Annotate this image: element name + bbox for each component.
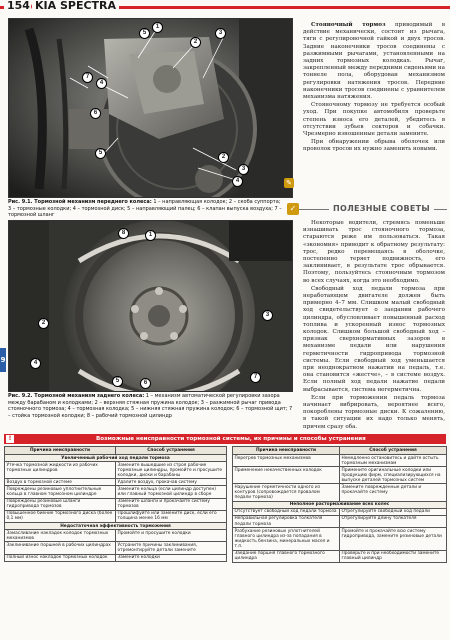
- paragraph: При обнаружении обрыва оболочек или проволок тросов их нужно заменить новыми.: [303, 139, 445, 153]
- faults-table-left: [4, 446, 227, 562]
- column-header: Причина неисправности: [233, 447, 340, 455]
- cause-cell: Заклинивание поршней в рабочих цилиндрах: [5, 542, 116, 554]
- table-section-row: [233, 501, 447, 508]
- remedy-cell: Замените кольца (если цилиндр доступен) или главный тормозной цилиндр в сборе: [116, 486, 227, 498]
- page-header: [0, 0, 450, 16]
- callout-marker: 3: [262, 310, 273, 321]
- table-row: [5, 479, 227, 486]
- callout-marker: 4: [96, 78, 107, 89]
- callout-marker: 6: [90, 108, 101, 119]
- warning-icon: !: [6, 435, 14, 443]
- paragraph: Стояночный тормоз приводимый в действие механически, состоит из рычага, тяги с регулировочной гайкой и двух тросов. Задние наконечники тросов соединены с разжимными рычагами, установленными на задних тормозных колодках. Рычаг, закрепленный между передними сиденьями на тоннеле пола, оборудован механизмом регулировки натяжения тросов. Передние наконечники тросов соединены с уравнителем механизма натяжения.: [303, 22, 445, 101]
- car-model-title: KIA SPECTRA: [32, 0, 119, 12]
- tips-title: ПОЛЕЗНЫЕ СОВЕТЫ: [329, 204, 434, 213]
- remedy-cell: Промойте и прокачайте всю систему гидропривода, замените резиновые детали: [340, 528, 447, 550]
- paragraph: Стояночному тормозу не требуется особый уход. При покупке автомобиля проверьте степень износа его деталей, убедитесь в отсутствии зубьев секторов и собачки. Чрезмерно изношенные детали замените.: [303, 102, 445, 138]
- rear-brake-photo: [8, 220, 293, 392]
- paragraph: Свободный ход педали тормоза при неработающем двигателе должен быть примерно 4–7 мм. Слишком малый свободный ход свидетельствует о заедании рабочего цилиндра, обусловливает повышенный расход топлива и ускоренный износ тормозных колодок. Слишком большой свободный ход – признак сверхнормативных зазоров в механизме педали или нарушения герметичности гидропривода тормозной системы. Если свободный ход уменьшается при неоднократном нажатии на педаль, т.е. она становится «жестче», – в системе воздух. Если полный ход педали нажатие педали выбрасывается, система негерметична.: [303, 285, 445, 393]
- remedy-cell: Примените оригинальные колодки или продукцию фирм, специализирующихся на выпуске деталей тормозных систем: [340, 467, 447, 484]
- cause-cell: Нарушение герметичности одного из контуров (сопровождается провалом педали тормоза): [233, 484, 340, 501]
- remedy-cell: Замените вышедшие из строя рабочие тормозные цилиндры, промойте и просушите колодки, диски и барабаны: [116, 462, 227, 479]
- callout-marker: 5: [112, 376, 123, 387]
- cause-cell: Полный износ накладок тормозных колодок: [5, 554, 116, 561]
- section-tab: 9: [0, 348, 6, 372]
- fig1-caption: Рис. 9.1. Тормозной механизм переднего колеса: 1 – направляющая колодок; 2 – скоба суппорта; 3 – тормозные колодки; 4 – тормозной диск; 5 – направляющий палец; 6 – клапан выпуска воздуха; 7 – тормозной шланг: [8, 199, 282, 219]
- column-header: Способ устранения: [340, 447, 447, 455]
- remedy-cell: Замените поврежденные детали и прокачайте систему: [340, 484, 447, 501]
- paragraph: Если при торможении педаль тормоза начинает вибрировать, вероятнее всего, покороблены тормозные диски. К сожалению, в такой ситуации их надо только менять, причем сразу оба.: [303, 394, 445, 430]
- cause-cell: Повышенное биение тормозного диска (более 0,1 мм): [5, 510, 116, 522]
- tips-heading: [287, 203, 447, 216]
- callout-marker: 5: [139, 28, 150, 39]
- table-row: [233, 508, 447, 515]
- section-title: Неполное растормаживание всех колес: [233, 501, 447, 508]
- section-title: Увеличенный рабочий ход педали тормоза: [5, 455, 227, 462]
- table-row: [5, 510, 227, 522]
- callout-marker: 6: [140, 378, 151, 389]
- cause-cell: Неправильная регулировка толкателя педали тормоза: [233, 515, 340, 527]
- page-number: 154: [4, 0, 43, 12]
- faults-table-title: Возможные неисправности тормозной системы, их причины и способы устранения: [96, 436, 366, 442]
- table-row: [233, 467, 447, 484]
- column-header: Причина неисправности: [5, 447, 116, 455]
- tips-text: [303, 220, 445, 432]
- cause-cell: Отсутствует свободный ход педали тормоза: [233, 508, 340, 515]
- paragraph: Некоторые водители, стремясь поменьше изнашивать трос стояночного тормоза, стараются реже им пользоваться. Такая «экономия» приводит к обратному результату: трос, редко перемещаясь в оболочке, постепенно теряет подвижность, его заклинивает, в результате трос обрывается. Поэтому, пользуйтесь стояночным тормозом во всех случаях, когда это необходимо.: [303, 220, 445, 284]
- table-row: [233, 455, 447, 467]
- callout-marker: 4: [232, 176, 243, 187]
- cause-cell: Заедание поршня главного тормозного цилиндра: [233, 550, 340, 562]
- table-row: [233, 528, 447, 550]
- remedy-cell: Отрегулируйте свободный ход педали: [340, 508, 447, 515]
- faults-table-title-bar: [4, 434, 446, 444]
- callout-marker: 7: [82, 72, 93, 83]
- callout-marker: 3: [238, 164, 249, 175]
- remedy-cell: Удалите воздух, прокачав систему: [116, 479, 227, 486]
- table-row: [5, 530, 227, 542]
- parking-brake-text: [303, 22, 445, 155]
- remedy-cell: Отрегулируйте длину толкателя: [340, 515, 447, 527]
- section-title: Недостаточная эффективность торможения: [5, 523, 227, 530]
- tips-icon: ✓: [287, 203, 299, 215]
- cause-cell: Утечка тормозной жидкости из рабочих тормозных цилиндров: [5, 462, 116, 479]
- callout-marker: 2: [218, 152, 229, 163]
- callout-marker: 3: [215, 28, 226, 39]
- table-row: [233, 515, 447, 527]
- callout-marker: 1: [152, 22, 163, 33]
- table-row: [233, 484, 447, 501]
- callout-marker: 1: [145, 230, 156, 241]
- callout-marker: 5: [95, 148, 106, 159]
- remedy-cell: Проверьте и при необходимости замените главный цилиндр: [340, 550, 447, 562]
- remedy-cell: Прошлифуйте или замените диск, если его толщина менее 16 мм: [116, 510, 227, 522]
- fig2-caption: Рис. 9.2. Тормозной механизм заднего колеса: 1 – механизм автоматической регулировки зазора между барабаном и колодками; 2 – верхняя стяжная пружина колодок; 3 – разжимной рычаг привода стояночного тормоза; 4 – тормозная колодка; 5 – нижняя стяжная пружина колодок; 6 – тормозной щит; 7 – стойка тормозной колодки; 8 – рабочий тормозной цилиндр: [8, 393, 293, 419]
- cause-cell: Применение некачественных колодок: [233, 467, 340, 484]
- callout-marker: 2: [190, 37, 201, 48]
- cause-cell: Воздух в тормозной системе: [5, 479, 116, 486]
- table-row: [233, 550, 447, 562]
- table-row: [5, 498, 227, 510]
- wrench-icon: ✎: [284, 178, 294, 188]
- table-row: [5, 554, 227, 561]
- faults-table-right: [232, 446, 447, 563]
- table-section-row: [5, 455, 227, 462]
- remedy-cell: Замените шланги и прокачайте систему тормозов: [116, 498, 227, 510]
- cause-cell: Замасливание накладок колодок тормозных механизмов: [5, 530, 116, 542]
- column-header: Способ устранения: [116, 447, 227, 455]
- callout-marker: 4: [30, 358, 41, 369]
- table-row: [5, 542, 227, 554]
- remedy-cell: Немедленно остановитесь и дайте остыть тормозным механизмам: [340, 455, 447, 467]
- table-section-row: [5, 523, 227, 530]
- callout-marker: 7: [250, 372, 261, 383]
- table-header-row: [5, 447, 227, 455]
- table-row: [5, 462, 227, 479]
- table-row: [5, 486, 227, 498]
- cause-cell: Разбухание резиновых уплотнителей главного цилиндра из-за попадания в жидкость бензина, минеральных масел и т.п.: [233, 528, 340, 550]
- cause-cell: Повреждены резиновые шланги гидропривода тормозов: [5, 498, 116, 510]
- remedy-cell: Промойте и просушите колодки: [116, 530, 227, 542]
- callout-marker: 8: [118, 228, 129, 239]
- cause-cell: Перегрев тормозных механизмов: [233, 455, 340, 467]
- callout-marker: 2: [38, 318, 49, 329]
- remedy-cell: Устраните причины заклинивания, отремонтируйте детали замените: [116, 542, 227, 554]
- cause-cell: Повреждены резиновые уплотнительные кольца в главном тормозном цилиндре: [5, 486, 116, 498]
- remedy-cell: Замените колодки: [116, 554, 227, 561]
- table-header-row: [233, 447, 447, 455]
